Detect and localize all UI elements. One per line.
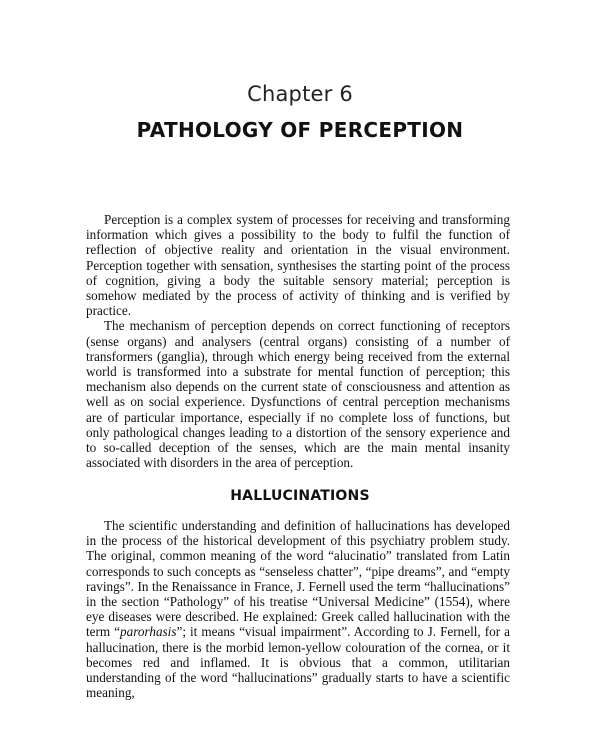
section-text-block (86, 518, 510, 700)
chapter-number: Chapter 6 (247, 82, 353, 106)
paragraph (86, 518, 510, 700)
section-heading: HALLUCINATIONS (230, 488, 370, 504)
paragraph-text: The scientific understanding and definition of hallucinations has developed in the process of the historical development of this psychiatry problem study. The original, common meaning of the word “alucinatio” translated from Latin corresponds to such concepts as “senseless chatter”, “pipe dreams”, and “empty ravings”. In the Renaissance in France, J. Fernell used the term “hallucinations” in the section “Pathology” of his treatise “Universal Medicine” (1554), where eye diseases were described. He explained: Greek called hallucination with the term “ (86, 518, 510, 640)
chapter-title: PATHOLOGY OF PERCEPTION (136, 118, 464, 142)
paragraph-text: ”; it means “visual impairment”. According to J. Fernell, for a hallucination, there is the morbid lemon-yellow colouration of the cornea, or it becomes red and inflamed. It is obvious that a common, utilitarian understanding of the word “hallucinations” gradually starts to have a scientific meaning, (86, 624, 510, 701)
intro-text-block (86, 212, 510, 470)
paragraph: Perception is a complex system of processes for receiving and transforming information which gives a possibility to the body to fulfil the function of reflection of objective reality and orientation in the visual environment. Perception together with sensation, synthesises the starting point of the process of cognition, giving a body the suitable sensory material; perception is somehow mediated by the process of activity of thinking and is verified by practice. (86, 212, 510, 319)
paragraph: The mechanism of perception depends on correct functioning of receptors (sense organs) and analysers (central organs) consisting of a number of transformers (ganglia), through which energy being received from the external world is transformed into a substrate for mental function of perception; this mechanism also depends on the current state of consciousness and attention as well as on social experience. Dysfunctions of central perception mechanisms are of particular importance, especially if no complete loss of functions, but only pathological changes leading to a distortion of the sensory experience and to so-called deception of the senses, which are the main mental insanity associated with disorders in the area of perception. (86, 318, 510, 471)
italic-term: parorhasis (120, 624, 177, 640)
